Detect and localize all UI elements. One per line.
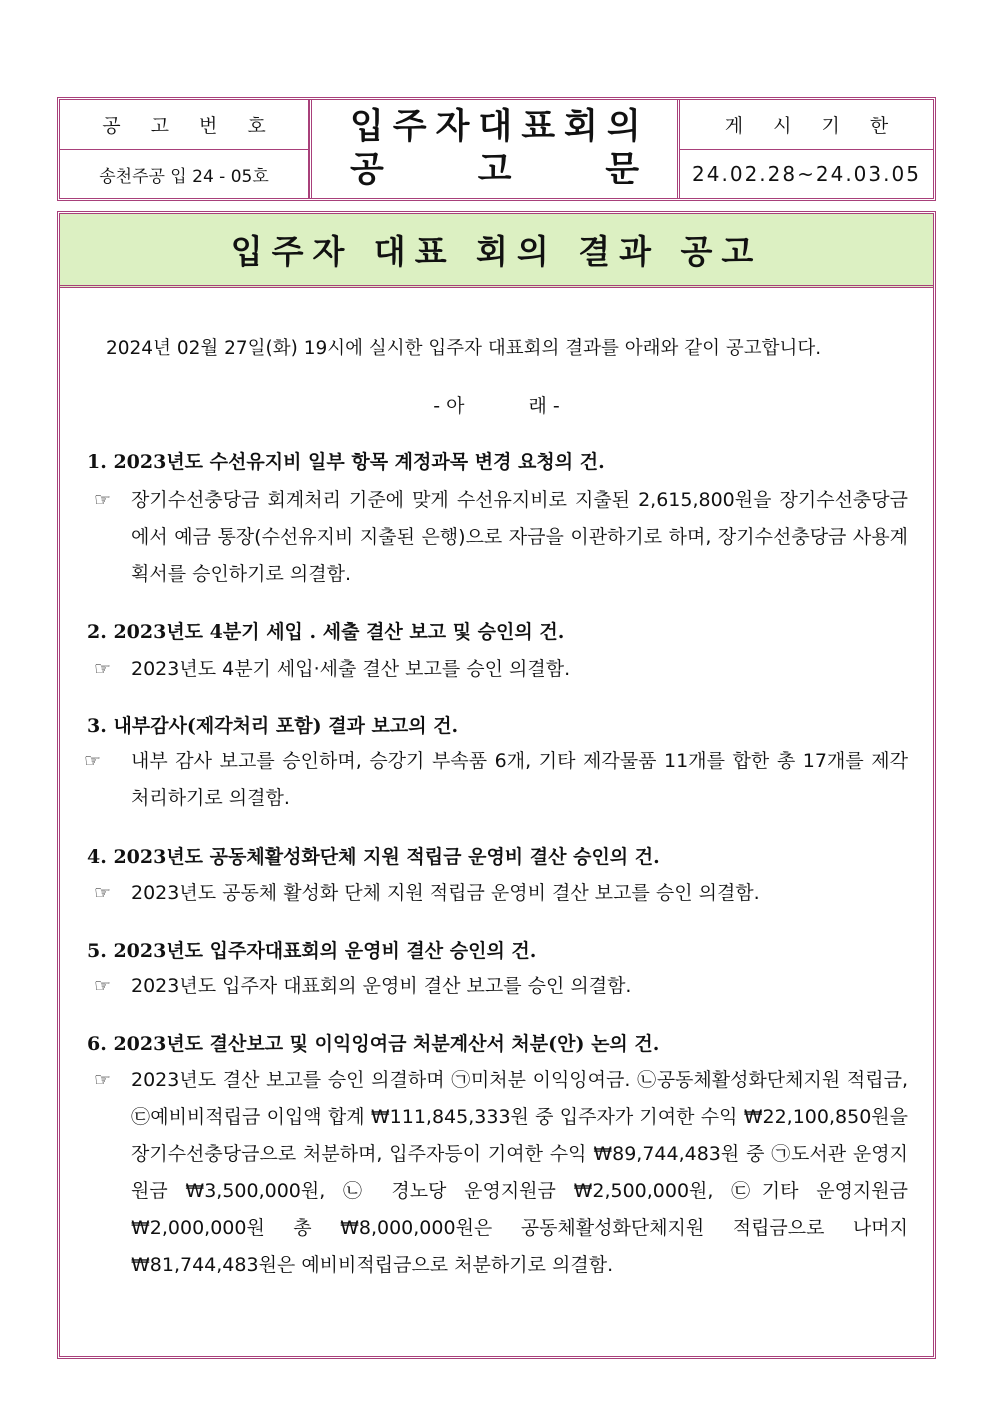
agenda-item-text: 2023년도 입주자 대표회의 운영비 결산 보고를 승인 의결함. <box>131 975 632 997</box>
agenda-item-text: 2023년도 공동체 활성화 단체 지원 적립금 운영비 결산 보고를 승인 의결함. <box>131 882 760 904</box>
arae-heading <box>60 391 933 418</box>
agenda-item-title: 4. 2023년도 공동체활성화단체 지원 적립금 운영비 결산 승인의 건. <box>87 846 660 868</box>
result-banner <box>60 214 933 288</box>
posting-period-label-cell <box>680 100 933 150</box>
posting-period-label: 게 시 기 한 <box>724 115 901 137</box>
agenda-item-text: 2023년도 4분기 세입·세출 결산 보고를 승인 의결함. <box>131 658 571 680</box>
agenda-item-text: 내부 감사 보고를 승인하며, 승강기 부속품 6개, 기타 제각물품 11개를 합한 총 17개를 제각 처리하기로 의결함. <box>131 750 908 809</box>
intro-text: 2024년 02월 27일(화) 19시에 실시한 입주자 대표회의 결과를 아래와 같이 공고합니다. <box>106 338 822 359</box>
posting-period-value-cell <box>680 150 933 198</box>
banner-title: 입주자 대표 회의 결과 공고 <box>230 232 763 271</box>
notice-number-value-cell <box>60 150 309 198</box>
agenda-item-title: 3. 내부감사(제각처리 포함) 결과 보고의 건. <box>87 715 459 737</box>
pointing-hand-icon: ☞ <box>94 1069 112 1091</box>
arae-left: - 아 <box>433 395 465 417</box>
agenda-item-body <box>84 743 908 817</box>
pointing-hand-icon: ☞ <box>94 975 112 997</box>
agenda-item-body <box>94 968 908 1005</box>
posting-period-value: 24.02.28~24.03.05 <box>692 162 921 186</box>
pointing-hand-icon: ☞ <box>84 750 102 772</box>
pointing-hand-icon: ☞ <box>94 489 112 511</box>
notice-title-line2 <box>312 148 677 192</box>
agenda-item-title: 1. 2023년도 수선유지비 일부 항목 계정과목 변경 요청의 건. <box>87 451 605 473</box>
pointing-hand-icon: ☞ <box>94 882 112 904</box>
agenda-item-body <box>94 875 908 912</box>
notice-number-value: 송천주공 입 24 - 05호 <box>99 166 269 187</box>
notice-number-label: 공 고 번 호 <box>102 115 278 137</box>
notice-header-table <box>57 97 936 201</box>
agenda-item-body <box>94 1062 908 1284</box>
agenda-item-body <box>94 482 908 593</box>
agenda-item-title: 2. 2023년도 4분기 세입 . 세출 결산 보고 및 승인의 건. <box>87 621 565 643</box>
notice-title-cell <box>309 100 680 198</box>
notice-title-char: 문 <box>605 150 639 190</box>
arae-right: 래 - <box>528 395 560 417</box>
pointing-hand-icon: ☞ <box>94 658 112 680</box>
agenda-item-text: 장기수선충당금 회계처리 기준에 맞게 수선유지비로 지출된 2,615,800원을 장기수선충당금에서 예금 통장(수선유지비 지출된 은행)으로 자금을 이관하기로 하며, 장기수선충당금 사용계획서를 승인하기로 의결함. <box>131 489 908 585</box>
notice-title-char: 공 <box>350 150 384 190</box>
notice-title-line1: 입주자대표회의 <box>350 107 650 147</box>
notice-number-label-cell <box>60 100 309 150</box>
agenda-item-text: 2023년도 결산 보고를 승인 의결하며 ㉠미처분 이익잉여금. ㉡공동체활성화단체지원 적립금, ㉢예비비적립금 이입액 합계 ₩111,845,333원 중 입주자가 기여한 수익 ₩22,100,850원을 장기수선충당금으로 처분하며, 입주자등이 기여한 수익 ₩89,744,483원 중 ㉠도서관 운영지원금 ₩3,500,000원, ㉡ 경노당 운영지원금 ₩2,500,000원, ㉢기타 운영지원금 ₩2,000,000원 총 ₩8,000,000원은 공동체활성화단체지원 적립금으로 나머지 ₩81,744,483원은 예비비적립금으로 처분하기로 의결함. <box>131 1069 908 1276</box>
agenda-item-title: 5. 2023년도 입주자대표회의 운영비 결산 승인의 건. <box>87 940 537 962</box>
agenda-item-body <box>94 651 908 688</box>
agenda-item-title: 6. 2023년도 결산보고 및 이익잉여금 처분계산서 처분(안) 논의 건. <box>87 1033 660 1055</box>
notice-body-box <box>57 211 936 1359</box>
notice-title-char: 고 <box>477 150 512 190</box>
